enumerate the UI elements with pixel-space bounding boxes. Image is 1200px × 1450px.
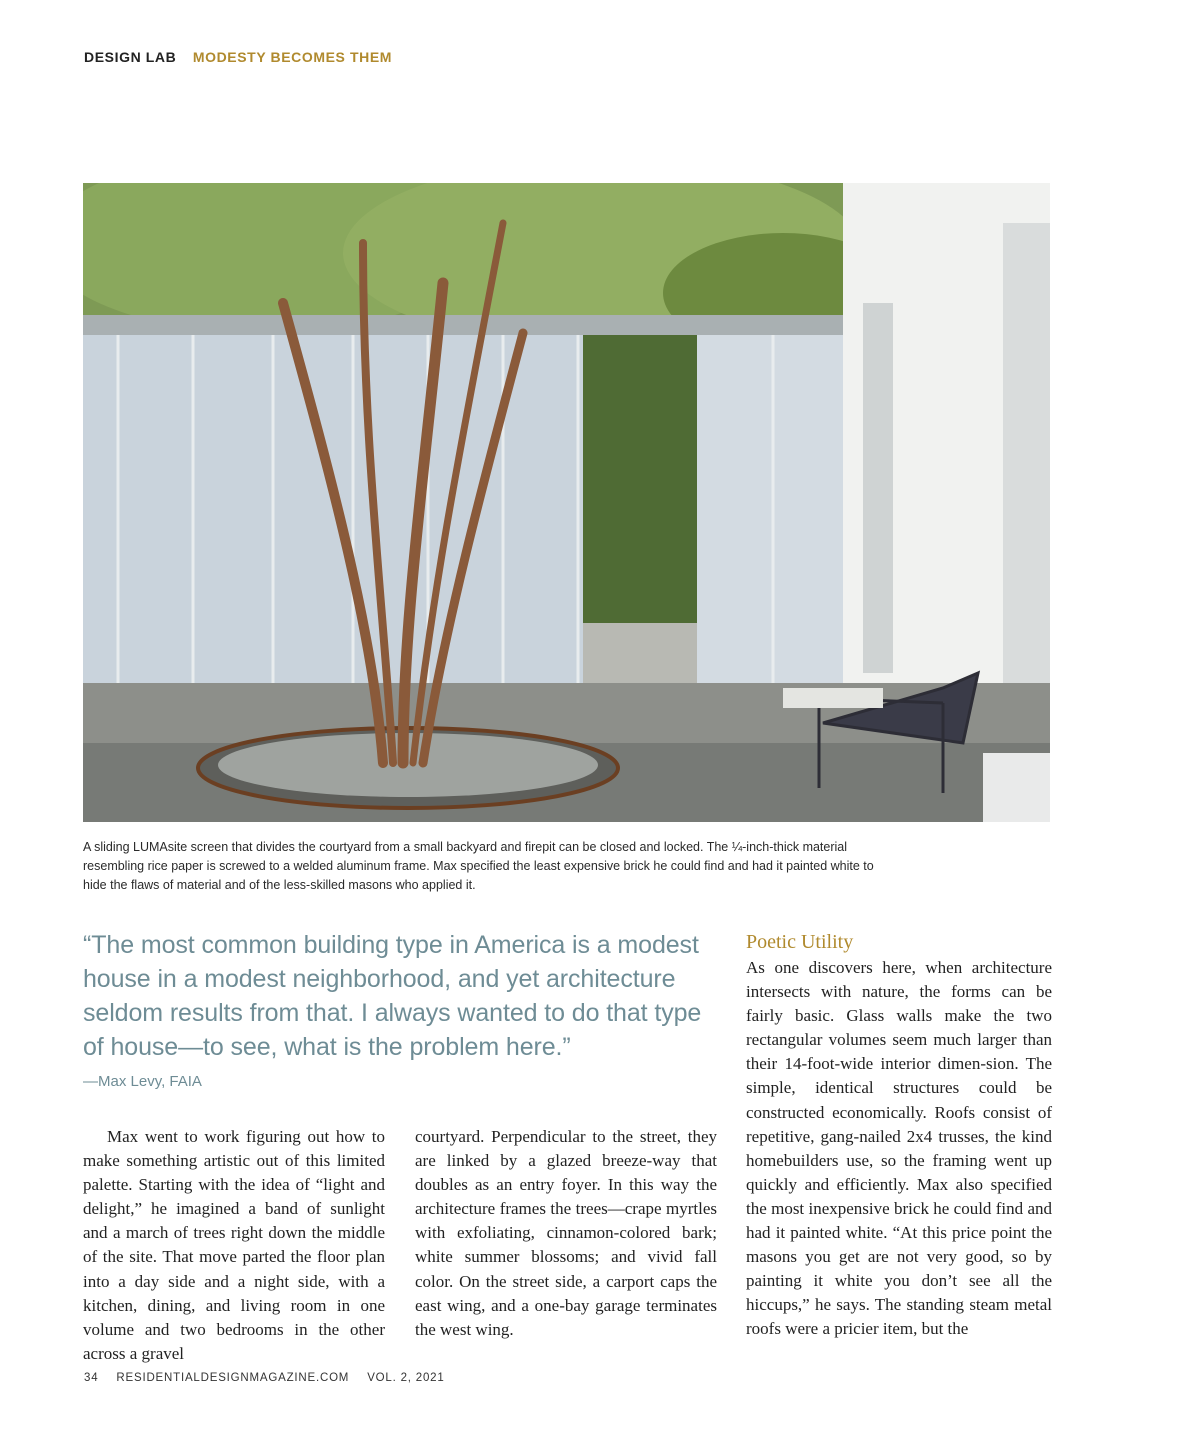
section-label: DESIGN LAB — [84, 49, 177, 65]
subhead: Poetic Utility — [746, 931, 854, 953]
photo-caption: A sliding LUMAsite screen that divides the courtyard from a small backyard and firepit can be closed and locked. The ¼-inch-thick material resembling rice paper is screwed to a welded aluminum frame. Max specified the least expensive brick he could find and had it painted white to hide the flaws of material and of the less-skilled masons who applied it. — [83, 840, 874, 892]
page-number: 34 — [84, 1372, 99, 1384]
body-paragraph: As one discovers here, when architecture intersects with nature, the forms can be fairly basic. Glass walls make the two rectangular volumes seem much larger than their 14-foot-wide interior dimen-sion. The simple, identical structures could be constructed economically. Roofs consist of repetitive, gang-nailed 2x4 trusses, the kind homebuilders use, so the framing went up quickly and efficiently. Max also specified the most inexpensive brick he could find and had it painted white. “At this price point the masons you get are not very good, so by painting it white you don’t see all the hiccups,” he says. The standing steam metal roofs were a pricier item, but the — [746, 958, 1052, 1339]
pull-quote: “The most common building type in America is a modest house in a modest neighborhood, and yet architecture seldom results from that. I always wanted to do that type of house—to see, what is the problem here.” — [83, 931, 702, 1061]
pull-quote-attribution: —Max Levy, FAIA — [83, 1073, 202, 1090]
body-column-3 — [746, 956, 1052, 1342]
body-column-1 — [83, 1125, 385, 1366]
body-paragraph: courtyard. Perpendicular to the street, they are linked by a glazed breeze-way that doubles as an entry foyer. In this way the architecture frames the trees—crape myrtles with exfoliating, cinnamon-colored bark; white summer blossoms; and vivid fall color. On the street side, a carport caps the east wing, and a one-bay garage terminates the west wing. — [415, 1127, 717, 1339]
magazine-website: RESIDENTIALDESIGNMAGAZINE.COM — [116, 1372, 350, 1384]
article-title: MODESTY BECOMES THEM — [192, 49, 393, 65]
page-footer — [84, 1372, 459, 1384]
body-column-2 — [415, 1125, 717, 1342]
body-paragraph: Max went to work figuring out how to make something artistic out of this limited palette. Starting with the idea of “light and delight,” he imagined a band of sunlight and a march of trees right down the middle of the site. That move parted the floor plan into a day side and a night side, with a kitchen, dining, and living room in one volume and two bedrooms in the other across a gravel — [83, 1127, 385, 1363]
courtyard-photo — [83, 183, 1050, 822]
issue-label: VOL. 2, 2021 — [367, 1372, 445, 1384]
running-header — [84, 49, 392, 65]
